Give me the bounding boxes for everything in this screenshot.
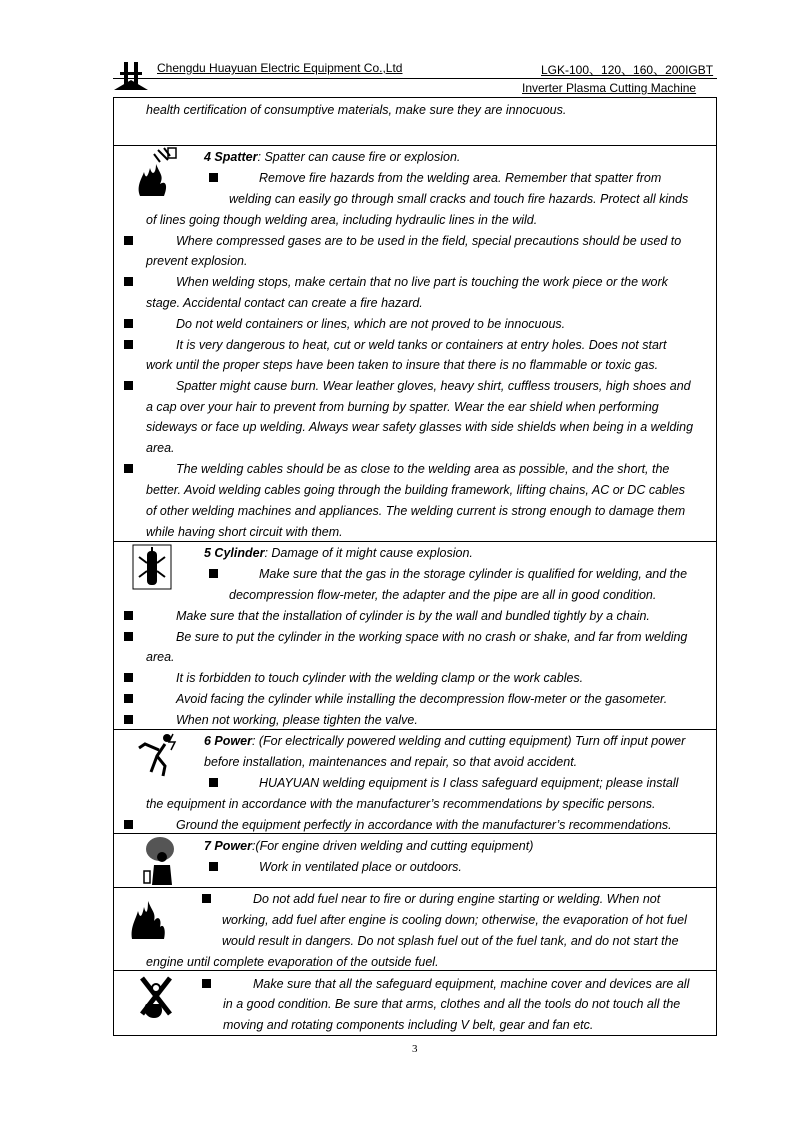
bullet-icon	[209, 778, 218, 787]
moving-parts-hand-icon	[138, 974, 174, 1020]
bullet-icon	[202, 894, 211, 903]
text-line: Make sure that the gas in the storage cylinder is qualified for welding, and the	[259, 567, 688, 581]
power6-title-rest: : (For electrically powered welding and cutting equipment) Turn off input power	[251, 734, 686, 748]
text-line: When welding stops, make certain that no live part is touching the work piece or the work	[176, 275, 668, 289]
text-line: while having short circuit with them.	[146, 525, 343, 539]
text-line: Remove fire hazards from the welding area. Remember that spatter from	[259, 171, 662, 185]
cylinder-title-rest: : Damage of it might cause explosion.	[264, 546, 473, 560]
text-line: Avoid facing the cylinder while installing the decompression flow-meter or the gasometer.	[176, 692, 668, 706]
text-line: Make sure that the installation of cylinder is by the wall and bundled tightly by a chain.	[176, 609, 650, 623]
bullet-icon	[124, 381, 133, 390]
text-line: work until the proper steps have been taken to insure that there is no flammable or toxic gas.	[146, 358, 659, 372]
power7-title-line	[204, 839, 533, 853]
power7-title: 7 Power	[204, 839, 252, 853]
text-line: in a good condition. Be sure that arms, clothes and all the tools do not touch all the	[223, 997, 681, 1011]
bullet-icon	[124, 236, 133, 245]
text-line: working, add fuel after engine is cooling down; otherwise, the evaporation of hot fuel	[222, 913, 687, 927]
exhaust-fumes-icon	[140, 835, 176, 887]
text-line: welding can easily go through small cracks and touch fire hazards. Protect all kinds	[229, 192, 689, 206]
text-line: It is very dangerous to heat, cut or weld tanks or containers at entry holes. Does not start	[176, 338, 667, 352]
bullet-icon	[202, 979, 211, 988]
bullet-icon	[124, 694, 133, 703]
electric-shock-icon	[137, 732, 177, 778]
bullet-icon	[124, 464, 133, 473]
bullet-icon	[124, 820, 133, 829]
bullet-icon	[124, 715, 133, 724]
text-line: health certification of consumptive materials, make sure they are innocuous.	[146, 103, 567, 117]
text-line: sideways or face up welding. Always wear safety glasses with side shields when being in a welding	[146, 420, 694, 434]
text-line: decompression flow-meter, the adapter and the pipe are all in good condition.	[229, 588, 657, 602]
spatter-title-line	[204, 150, 460, 164]
bullet-icon	[209, 569, 218, 578]
text-line: area.	[146, 441, 175, 455]
text-line: moving and rotating components including V belt, gear and fan etc.	[223, 1018, 594, 1032]
text-line: The welding cables should be as close to the welding area as possible, and the short, the	[176, 462, 670, 476]
text-line: would result in dangers. Do not splash fuel out of the fuel tank, and do not start the	[222, 934, 679, 948]
text-line: HUAYUAN welding equipment is I class safeguard equipment; please install	[259, 776, 679, 790]
header-rule	[113, 78, 717, 79]
header-product: Inverter Plasma Cutting Machine	[522, 81, 697, 95]
fuel-fire-icon	[130, 893, 168, 941]
bullet-icon	[124, 632, 133, 641]
text-line: Be sure to put the cylinder in the working space with no crash or shake, and far from welding	[176, 630, 688, 644]
text-line: Spatter might cause burn. Wear leather gloves, heavy shirt, cuffless trousers, high shoes and	[176, 379, 691, 393]
cylinder-title: 5 Cylinder	[204, 546, 265, 560]
text-line: of lines going though welding area, including hydraulic lines in the wild.	[146, 213, 538, 227]
text-line: Do not add fuel near to fire or during engine starting or welding. When not	[253, 892, 661, 906]
text-line: better. Avoid welding cables going through the building framework, lifting chains, AC or DC cables	[146, 483, 685, 497]
text-line: Work in ventilated place or outdoors.	[259, 860, 462, 874]
text-line: area.	[146, 650, 175, 664]
power6-title: 6 Power	[204, 734, 252, 748]
text-line: a cap over your hair to prevent from burning by spatter. Wear the ear shield when performing	[146, 400, 659, 414]
text-line: engine until complete evaporation of the outside fuel.	[146, 955, 439, 969]
text-line: prevent explosion.	[146, 254, 248, 268]
cylinder-title-line	[204, 546, 473, 560]
text-line: Where compressed gases are to be used in the field, special precautions should be used to	[176, 234, 682, 248]
bullet-icon	[124, 673, 133, 682]
header-company: Chengdu Huayuan Electric Equipment Co.,Ltd	[157, 61, 403, 75]
text-line: Ground the equipment perfectly in accordance with the manufacturer’s recommendations.	[176, 818, 672, 832]
spatter-title: 4 Spatter	[204, 150, 258, 164]
power7-title-rest: :(For engine driven welding and cutting equipment)	[251, 839, 534, 853]
text-line: the equipment in accordance with the manufacturer’s recommendations by specific persons.	[146, 797, 656, 811]
spatter-fire-icon	[134, 146, 178, 198]
text-line: of other welding machines and appliances. The welding current is strong enough to damage them	[146, 504, 686, 518]
text-line: before installation, maintenances and repair, so that avoid accident.	[204, 755, 578, 769]
company-logo-icon	[112, 60, 150, 92]
spatter-title-rest: : Spatter can cause fire or explosion.	[257, 150, 461, 164]
header-model: LGK-100、120、160、200IGBT	[541, 63, 714, 77]
bullet-icon	[124, 277, 133, 286]
bullet-icon	[124, 340, 133, 349]
text-line: When not working, please tighten the valve.	[176, 713, 418, 727]
text-line: It is forbidden to touch cylinder with the welding clamp or the work cables.	[176, 671, 584, 685]
bullet-icon	[209, 173, 218, 182]
bullet-icon	[124, 611, 133, 620]
page-number: 3	[412, 1043, 418, 1055]
bullet-icon	[209, 862, 218, 871]
text-line: Do not weld containers or lines, which are not proved to be innocuous.	[176, 317, 566, 331]
text-line: Make sure that all the safeguard equipment, machine cover and devices are all	[253, 977, 690, 991]
text-line: stage. Accidental contact can create a fire hazard.	[146, 296, 423, 310]
bullet-icon	[124, 319, 133, 328]
power6-title-line	[204, 734, 685, 748]
cylinder-explosion-icon	[131, 543, 173, 591]
